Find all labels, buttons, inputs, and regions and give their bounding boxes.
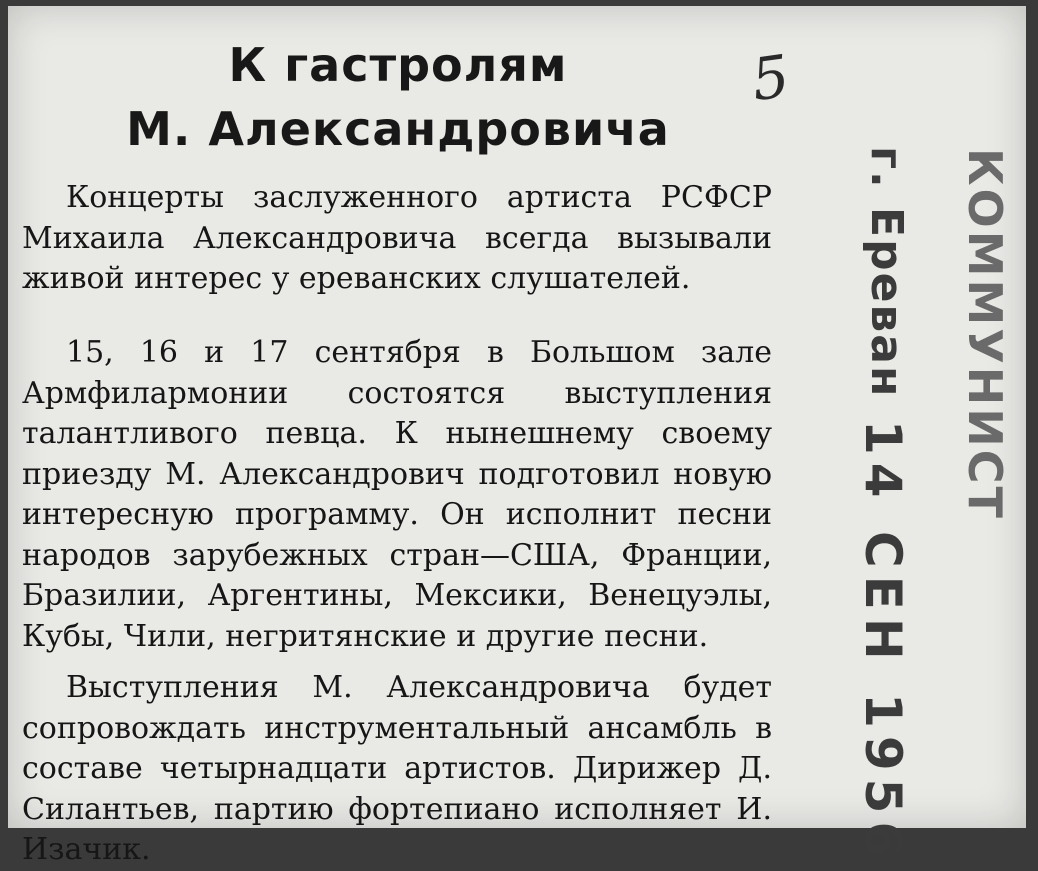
headline-line-1: К гастролям bbox=[228, 38, 568, 92]
article-paragraph-3: Выступления М. Александровича будет сопровождать инструментальный ансамбль в составе четырнадцати артистов. Дирижер Д. Силантьев, партию фортепиано исполняет И. Изачик. bbox=[22, 670, 772, 867]
stamp-date: 14 СЕН 1956 bbox=[854, 420, 912, 865]
handwritten-number-mark: 5 bbox=[747, 41, 794, 115]
stamp-newspaper-name: КОММУНИСТ bbox=[958, 148, 1012, 521]
headline-line-2: М. Александровича bbox=[126, 102, 670, 156]
stamp-city: г. Ереван bbox=[861, 146, 912, 399]
article-paragraph-1: Концерты заслуженного артиста РСФСР Михаила Александровича всегда вызывали живой интерес у ереванских слушателей. bbox=[22, 180, 772, 296]
article-paragraph-2: 15, 16 и 17 сентября в Большом зале Армфилармонии состоятся выступления талантливого певца. К нынешнему своему приезду М. Александрович подготовил новую интересную программу. Он исполнит песни народов зарубежных стран—США, Франции, Бразилии, Аргентины, Мексики, Венецуэлы, Кубы, Чили, негритянские и другие песни. bbox=[22, 335, 772, 654]
